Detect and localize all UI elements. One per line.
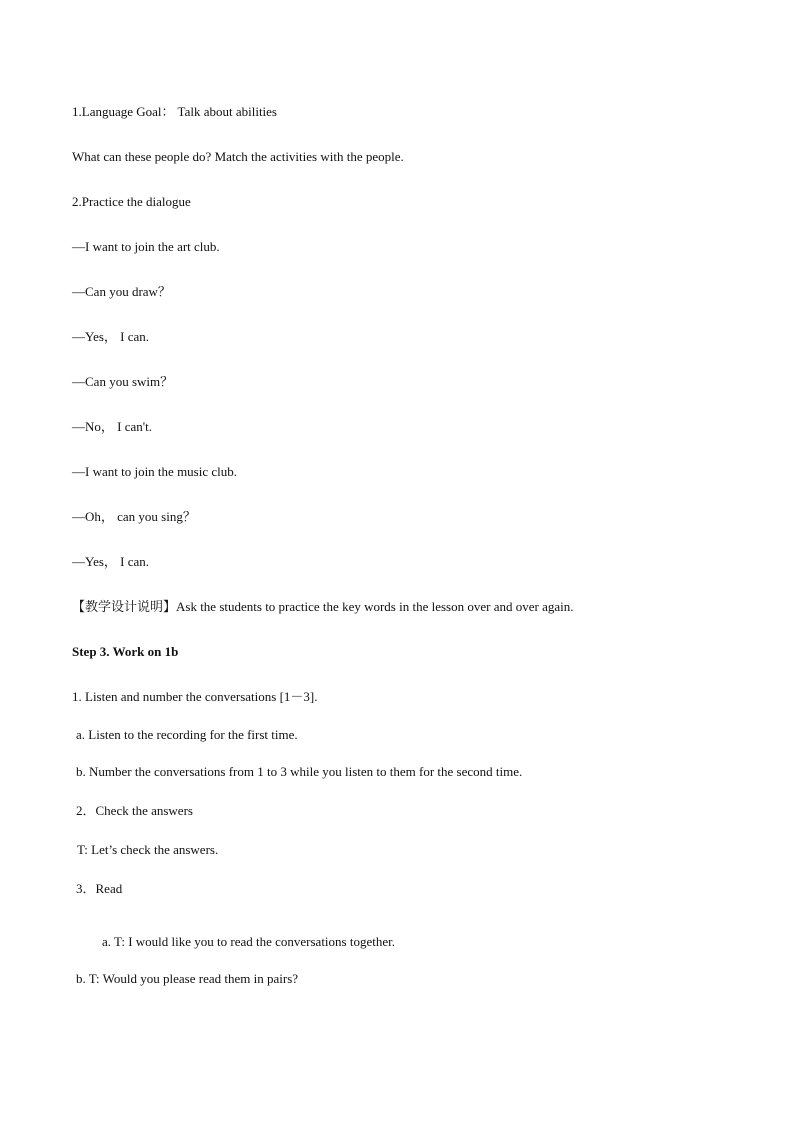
- step3-item1a: a. Listen to the recording for the first time.: [76, 727, 298, 742]
- dialogue-line: —Can you draw？: [72, 284, 171, 299]
- step3-item1b: b. Number the conversations from 1 to 3 while you listen to them for the second time.: [76, 764, 523, 779]
- dialogue-line: —Oh， can you sing？: [72, 509, 196, 524]
- dialogue-line: —Can you swim？: [72, 374, 174, 389]
- step3-item3a: a. T: I would like you to read the conversations together.: [102, 934, 395, 949]
- step3-item3: 3．Read: [76, 881, 123, 896]
- match-instruction: What can these people do? Match the activities with the people.: [72, 149, 404, 164]
- step3-item1: 1. Listen and number the conversations [1－3].: [72, 689, 318, 704]
- step3-item2-teacher: T: Let’s check the answers.: [77, 842, 219, 857]
- dialogue-line: —Yes， I can.: [72, 329, 150, 344]
- step3-item3b: b. T: Would you please read them in pairs?: [76, 971, 299, 986]
- step3-heading: Step 3. Work on 1b: [72, 644, 179, 659]
- dialogue-line: —Yes， I can.: [72, 554, 150, 569]
- practice-heading: 2.Practice the dialogue: [72, 194, 191, 209]
- dialogue-line: —I want to join the music club.: [72, 464, 238, 479]
- step3-item2: 2．Check the answers: [76, 803, 193, 818]
- dialogue-line: —I want to join the art club.: [72, 239, 220, 254]
- dialogue-line: —No， I can't.: [72, 419, 152, 434]
- design-note: 【教学设计说明】Ask the students to practice the key words in the lesson over and over again.: [72, 599, 574, 614]
- language-goal: 1.Language Goal： Talk about abilities: [72, 104, 277, 119]
